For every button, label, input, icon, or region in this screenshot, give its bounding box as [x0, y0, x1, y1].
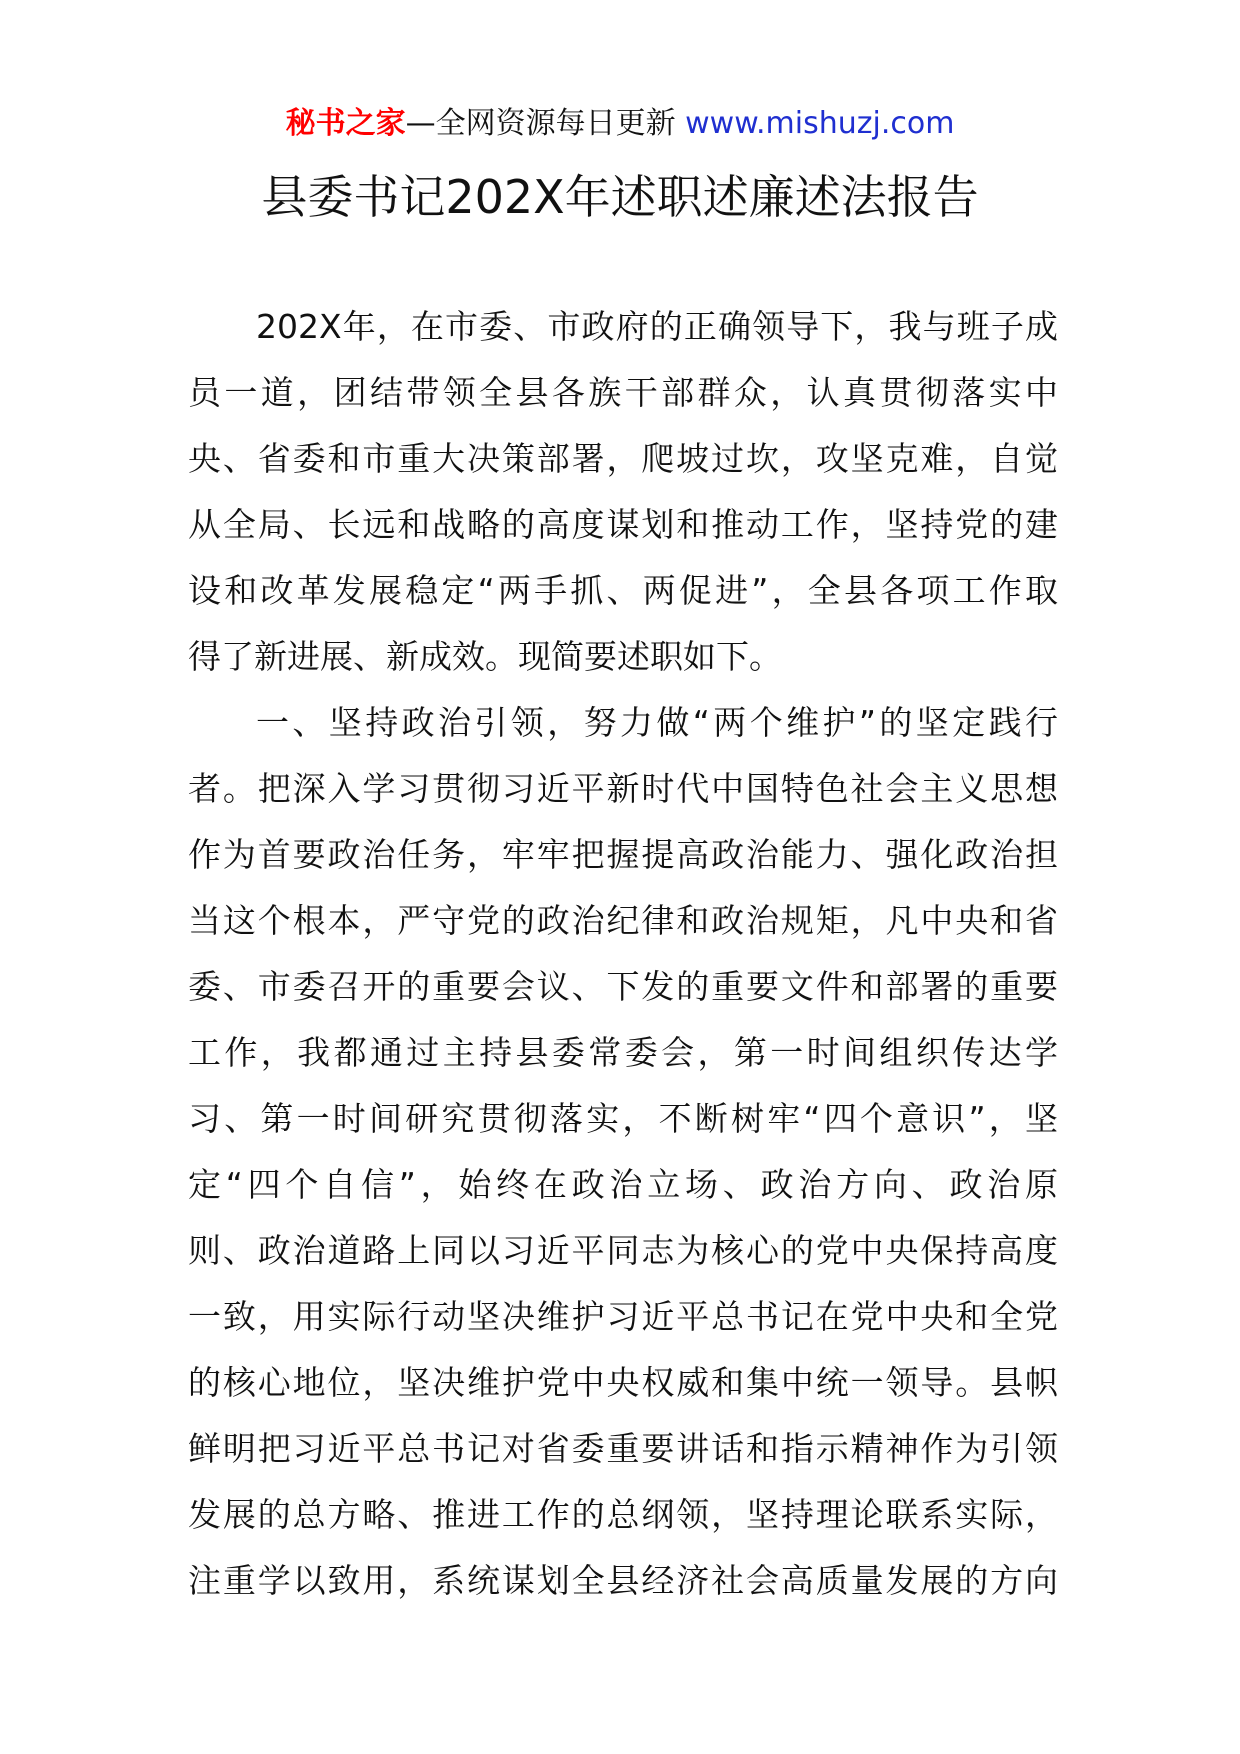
document-body [188, 294, 1058, 1614]
paragraph-line: 得了新进展、新成效。现简要述职如下。 [188, 637, 782, 676]
paragraph-line: 定“四个自信”，始终在政治立场、政治方向、政治原 [188, 1165, 1058, 1204]
paragraph-line: 发展的总方略、推进工作的总纲领，坚持理论联系实际， [188, 1495, 1058, 1534]
banner-brand: 秘书之家 [285, 106, 406, 141]
site-banner [0, 102, 1240, 146]
paragraph-line: 的核心地位，坚决维护党中央权威和集中统一领导。县帜 [188, 1363, 1058, 1402]
paragraph-line: 当这个根本，严守党的政治纪律和政治规矩，凡中央和省 [188, 901, 1058, 940]
paragraph-line: 作为首要政治任务，牢牢把握提高政治能力、强化政治担 [188, 835, 1058, 874]
paragraph-line: 则、政治道路上同以习近平同志为核心的党中央保持高度 [188, 1231, 1058, 1270]
paragraph-line: 央、省委和市重大决策部署，爬坡过坎，攻坚克难，自觉 [188, 439, 1058, 478]
document-title: 县委书记202X年述职述廉述法报告 [261, 170, 979, 224]
paragraph-line: 注重学以致用，系统谋划全县经济社会高质量发展的方向 [188, 1561, 1058, 1600]
paragraph-line: 设和改革发展稳定“两手抓、两促进”，全县各项工作取 [188, 571, 1058, 610]
paragraph-line: 202X年，在市委、市政府的正确领导下，我与班子成 [256, 307, 1058, 346]
paragraph-line: 员一道，团结带领全县各族干部群众，认真贯彻落实中 [188, 373, 1058, 412]
banner-tagline: —全网资源每日更新 [405, 106, 676, 141]
paragraph-line: 从全局、长远和战略的高度谋划和推动工作，坚持党的建 [188, 505, 1058, 544]
paragraph-line: 鲜明把习近平总书记对省委重要讲话和指示精神作为引领 [188, 1429, 1058, 1468]
paragraph-line: 习、第一时间研究贯彻落实，不断树牢“四个意识”，坚 [188, 1099, 1058, 1138]
paragraph-line: 委、市委召开的重要会议、下发的重要文件和部署的重要 [188, 967, 1058, 1006]
paragraph-line: 工作，我都通过主持县委常委会，第一时间组织传达学 [188, 1033, 1058, 1072]
paragraph-line: 一致，用实际行动坚决维护习近平总书记在党中央和全党 [188, 1297, 1058, 1336]
section-heading-line: 一、坚持政治引领，努力做“两个维护”的坚定践行 [256, 703, 1058, 742]
banner-url-link[interactable]: www.mishuzj.com [685, 106, 955, 141]
paragraph-line: 者。把深入学习贯彻习近平新时代中国特色社会主义思想 [188, 769, 1058, 808]
